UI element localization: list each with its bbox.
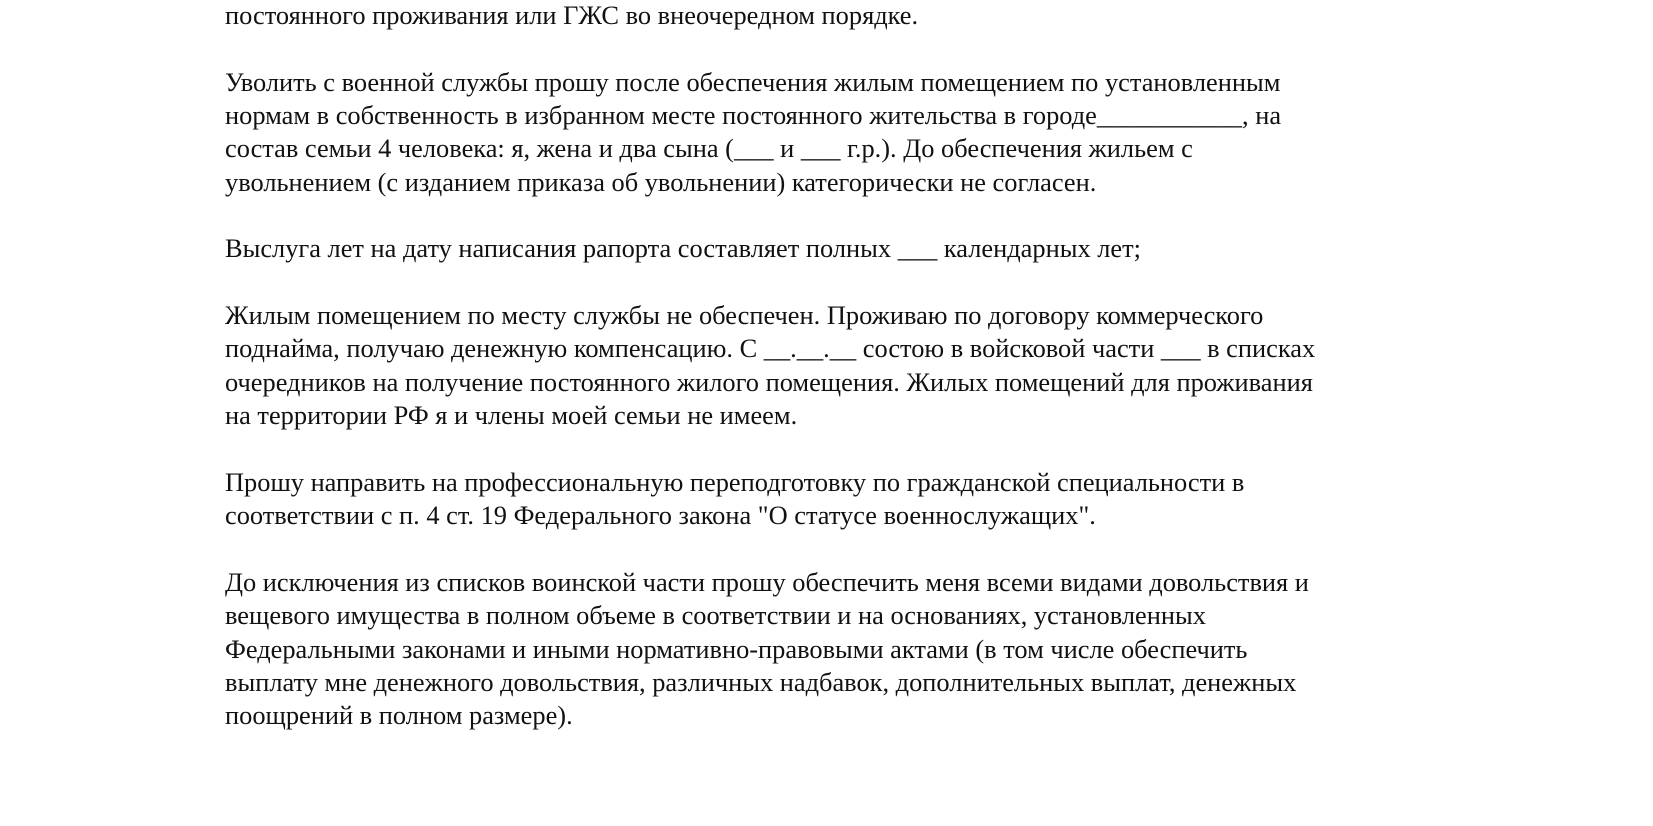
paragraph-housing-priority [225, 0, 1465, 32]
text-line: Федеральными законами и иными нормативно-правовыми актами (в том числе обеспечить [225, 633, 1248, 664]
text-line: увольнением (с изданием приказа об увольнении) категорически не согласен. [225, 166, 1097, 197]
text-line: нормам в собственность в избранном месте постоянного жительства в городе___________, на [225, 100, 1282, 131]
text-line: очередников на получение постоянного жилого помещения. Жилых помещений для проживания [225, 366, 1313, 397]
text-line: соответствии с п. 4 ст. 19 Федерального закона "О статусе военнослужащих". [225, 500, 1096, 531]
paragraph-allowance-request [225, 566, 1465, 733]
text-line: Жилым помещением по месту службы не обеспечен. Проживаю по договору коммерческого [225, 300, 1264, 331]
document-body [225, 0, 1465, 766]
paragraph-retraining-request [225, 466, 1465, 533]
paragraph-housing-status [225, 299, 1465, 432]
text-line: состав семьи 4 человека: я, жена и два сына (___ и ___ г.р.). До обеспечения жильем с [225, 133, 1193, 164]
text-line: постоянного проживания или ГЖС во внеочередном порядке. [225, 0, 919, 30]
text-line: на территории РФ я и члены моей семьи не имеем. [225, 400, 798, 431]
text-line: поощрений в полном размере). [225, 700, 573, 731]
paragraph-service-length [225, 232, 1465, 265]
text-line: Прошу направить на профессиональную переподготовку по гражданской специальности в [225, 466, 1245, 497]
text-line: До исключения из списков воинской части прошу обеспечить меня всеми видами довольствия и [225, 566, 1309, 597]
text-line: Выслуга лет на дату написания рапорта составляет полных ___ календарных лет; [225, 233, 1141, 264]
paragraph-dismissal-request [225, 66, 1465, 199]
text-line: вещевого имущества в полном объеме в соответствии и на основаниях, установленных [225, 600, 1206, 631]
text-line: поднайма, получаю денежную компенсацию. С __.__.__ состою в войсковой части ___ в списках [225, 333, 1316, 364]
text-line: Уволить с военной службы прошу после обеспечения жилым помещением по установленным [225, 66, 1281, 97]
text-line: выплату мне денежного довольствия, различных надбавок, дополнительных выплат, денежных [225, 666, 1297, 697]
